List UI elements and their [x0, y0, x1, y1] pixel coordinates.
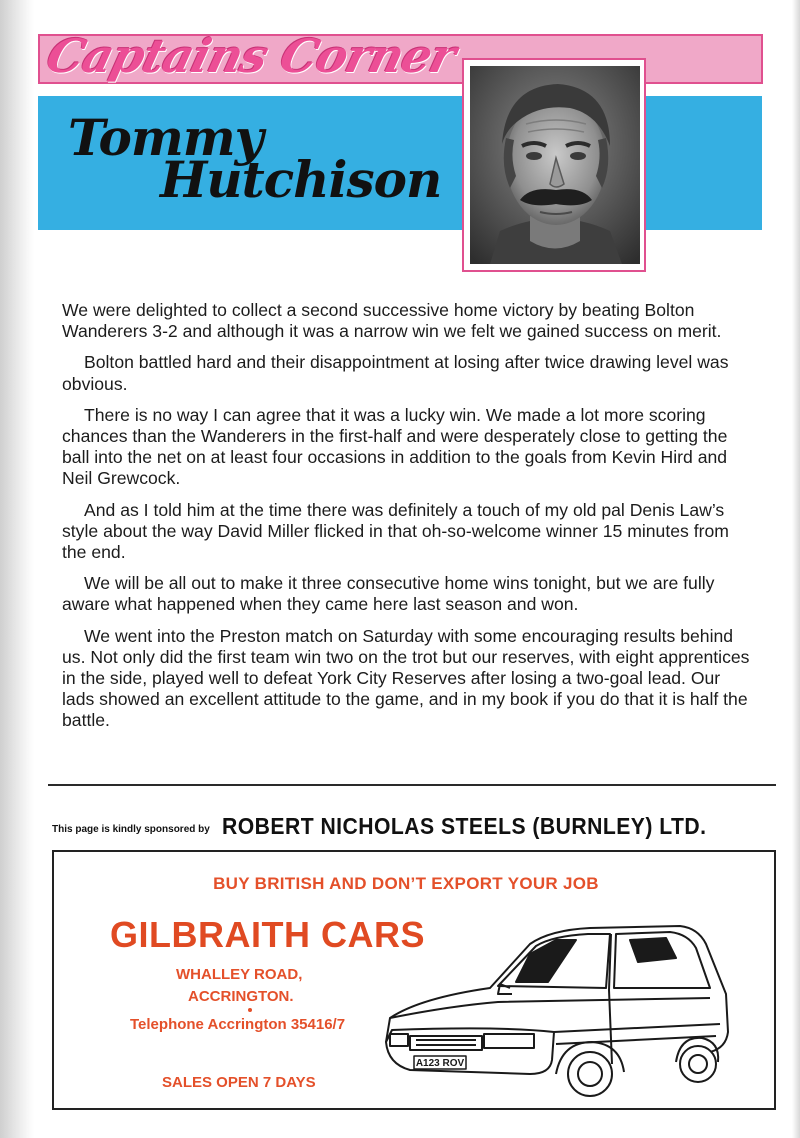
hatchback-car-illustration — [380, 914, 730, 1104]
advert-address-town: ACCRINGTON. — [188, 988, 294, 1005]
number-plate-text: A123 ROV — [415, 1058, 465, 1069]
article-paragraph: And as I told him at the time there was definitely a touch of my old pal Denis Law’s style about the way David Miller flicked in that oh-so-welcome winner 15 minutes from the end. — [62, 499, 729, 563]
article-body — [62, 300, 750, 742]
advert-company-name: GILBRAITH CARS — [110, 914, 425, 955]
page-edge-shadow — [792, 0, 800, 1138]
advert-telephone: Telephone Accrington 35416/7 — [130, 1016, 346, 1033]
captain-first-name: Tommy — [68, 108, 263, 167]
article-paragraph: Bolton battled hard and their disappointment at losing after twice drawing level was obvious. — [62, 352, 729, 394]
captain-portrait — [470, 66, 640, 264]
article-paragraph: We went into the Preston match on Saturday with some encouraging results behind us. Not only did the first team win two on the trot but our reserves, with eight apprentices in the side, played well to defeat York City Reserves after losing a two-goal lead. Our lads showed an excellent attitude to the game, and in my book if you do that it is half the battle. — [62, 625, 750, 731]
advert-slogan: BUY BRITISH AND DON’T EXPORT YOUR JOB — [213, 874, 599, 893]
bullet-dot — [248, 1008, 252, 1012]
article-paragraph: We were delighted to collect a second successive home victory by beating Bolton Wanderers 3-2 and although it was a narrow win we felt we gained success on merit. — [62, 300, 722, 342]
article-paragraph: We will be all out to make it three consecutive home wins tonight, but we are fully aware what happened when they came here last season and won. — [62, 573, 715, 615]
section-title: Captains Corner — [41, 29, 461, 83]
page-gutter-shadow — [0, 0, 34, 1138]
car-dealer-advert — [52, 850, 776, 1110]
advert-address-street: WHALLEY ROAD, — [176, 966, 303, 983]
divider-rule — [48, 784, 776, 786]
sponsor-intro: This page is kindly sponsored by — [52, 824, 210, 835]
sponsor-name: ROBERT NICHOLAS STEELS (BURNLEY) LTD. — [222, 813, 707, 839]
article-paragraph: There is no way I can agree that it was a lucky win. We made a lot more scoring chances than the Wanderers in the first-half and were desperately close to getting the ball into the net on at least four occasions in addition to the goals from Kevin Hird and Neil Grewcock. — [62, 404, 728, 489]
captain-last-name: Hutchison — [160, 150, 442, 209]
advert-sales-hours: SALES OPEN 7 DAYS — [162, 1074, 316, 1091]
